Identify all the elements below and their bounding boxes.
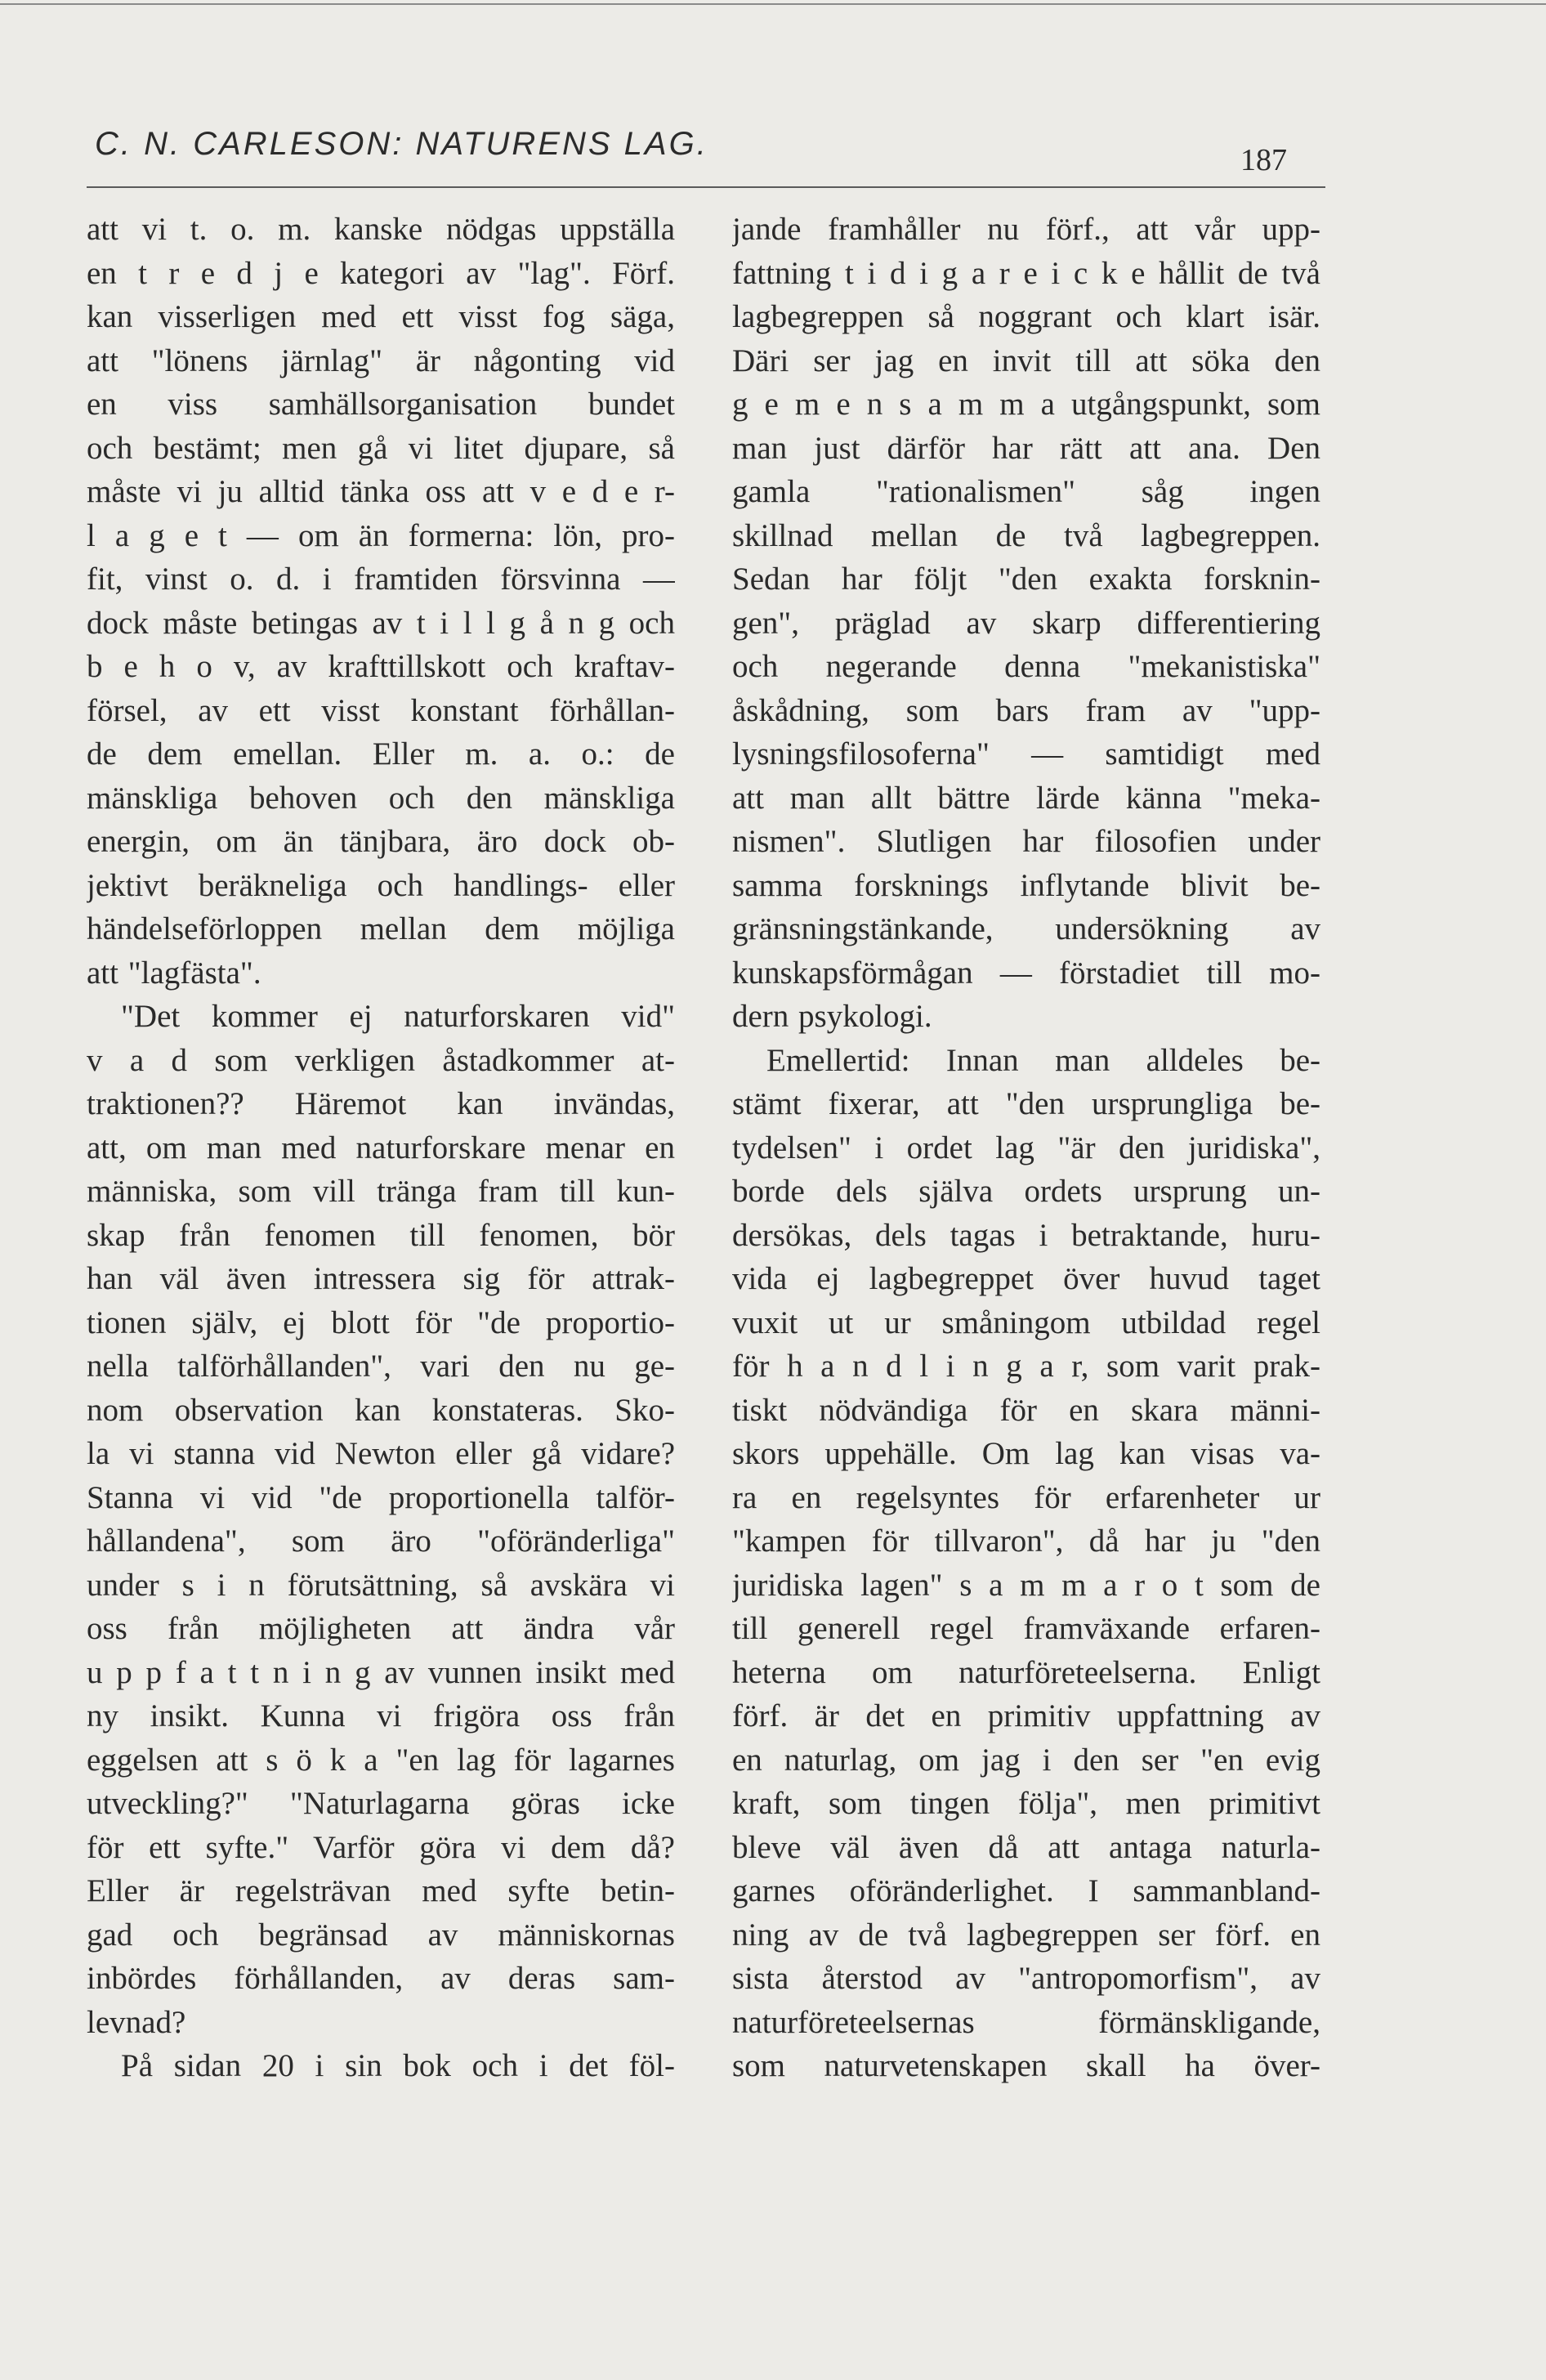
text-line: nismen". Slutligen har filosofien under xyxy=(732,824,1320,859)
text-line: för ett syfte." Varför göra vi dem då? xyxy=(87,1829,675,1865)
text-line: de dem emellan. Eller m. a. o.: de xyxy=(87,736,675,772)
text-line: lagbegreppen så noggrant och klart isär. xyxy=(732,299,1320,334)
text-line: garnes oföränderlighet. I sammanbland- xyxy=(732,1873,1320,1908)
text-line: heterna om naturföreteelserna. Enligt xyxy=(732,1654,1320,1690)
text-line: till generell regel framväxande erfaren- xyxy=(732,1611,1320,1646)
text-line: och bestämt; men gå vi litet djupare, så xyxy=(87,430,675,466)
text-line: g e m e n s a m m a utgångspunkt, som xyxy=(732,387,1320,422)
text-line: gen", präglad av skarp differentiering xyxy=(732,605,1320,641)
text-line: jande framhåller nu förf., att vår upp- xyxy=(732,212,1320,247)
text-line: eggelsen att s ö k a "en lag för lagarnes xyxy=(87,1742,675,1778)
text-line: gamla "rationalismen" såg ingen xyxy=(732,474,1320,509)
text-line: man just därför har rätt att ana. Den xyxy=(732,430,1320,466)
text-line: hållandena", som äro "oföränderliga" xyxy=(87,1523,675,1559)
top-edge-rule xyxy=(0,3,1546,5)
text-line: tiskt nödvändiga för en skara männi- xyxy=(732,1392,1320,1428)
text-line: tionen själv, ej blott för "de proportio- xyxy=(87,1304,675,1340)
text-line: han väl även intressera sig för attrak- xyxy=(87,1261,675,1296)
text-line: skap från fenomen till fenomen, bör xyxy=(87,1217,675,1253)
text-line: som naturvetenskapen skall ha över- xyxy=(732,2048,1320,2083)
text-line: tydelsen" i ordet lag "är den juridiska", xyxy=(732,1130,1320,1165)
text-line: oss från möjligheten att ändra vår xyxy=(87,1611,675,1646)
text-line: Emellertid: Innan man alldeles be- xyxy=(766,1042,1320,1078)
text-line: b e h o v, av krafttillskott och kraftav- xyxy=(87,649,675,684)
text-line: ra en regelsyntes för erfarenheter ur xyxy=(732,1479,1320,1515)
text-line: under s i n förutsättning, så avskära vi xyxy=(87,1567,675,1603)
text-line: bleve väl även då att antaga naturla- xyxy=(732,1829,1320,1865)
text-line: kunskapsförmågan — förstadiet till mo- xyxy=(732,955,1320,991)
right-column xyxy=(732,208,1320,2088)
text-line: att "lagfästa". xyxy=(87,955,261,991)
left-column xyxy=(87,208,675,2088)
text-line: traktionen?? Häremot kan invändas, xyxy=(87,1086,675,1121)
text-line: dersökas, dels tagas i betraktande, huru- xyxy=(732,1217,1320,1253)
text-line: lysningsfilosoferna" — samtidigt med xyxy=(732,736,1320,772)
text-line: Eller är regelsträvan med syfte betin- xyxy=(87,1873,675,1908)
text-line: kraft, som tingen följa", men primitivt xyxy=(732,1786,1320,1821)
text-line: att man allt bättre lärde känna "meka- xyxy=(732,780,1320,816)
text-line: människa, som vill tränga fram till kun- xyxy=(87,1174,675,1209)
text-line: nom observation kan konstateras. Sko- xyxy=(87,1392,675,1428)
text-line: och negerande denna "mekanistiska" xyxy=(732,649,1320,684)
text-line: vuxit ut ur småningom utbildad regel xyxy=(732,1304,1320,1340)
text-line: naturföreteelsernas förmänskligande, xyxy=(732,2004,1320,2040)
text-line: måste vi ju alltid tänka oss att v e d e r- xyxy=(87,474,675,509)
text-line: stämt fixerar, att "den ursprungliga be- xyxy=(732,1086,1320,1121)
text-line: levnad? xyxy=(87,2004,186,2040)
text-line: skors uppehälle. Om lag kan visas va- xyxy=(732,1436,1320,1471)
text-line: nella talförhållanden", vari den nu ge- xyxy=(87,1349,675,1384)
text-line: Däri ser jag en invit till att söka den xyxy=(732,342,1320,378)
text-line: en naturlag, om jag i den ser "en evig xyxy=(732,1742,1320,1778)
running-head: C. N. CARLESON: NATURENS LAG. xyxy=(95,126,708,162)
text-line: en t r e d j e kategori av "lag". Förf. xyxy=(87,255,675,291)
text-line: dock måste betingas av t i l l g å n g och xyxy=(87,605,675,641)
header-rule xyxy=(87,186,1325,188)
text-line: försel, av ett visst konstant förhållan- xyxy=(87,692,675,728)
text-line: för h a n d l i n g a r, som varit prak- xyxy=(732,1349,1320,1384)
text-line: skillnad mellan de två lagbegreppen. xyxy=(732,517,1320,553)
text-line: l a g e t — om än formerna: lön, pro- xyxy=(87,517,675,553)
text-line: jektivt beräkneliga och handlings- eller xyxy=(87,867,675,903)
text-line: gränsningstänkande, undersökning av xyxy=(732,911,1320,946)
text-line: Stanna vi vid "de proportionella talför- xyxy=(87,1479,675,1515)
text-line: la vi stanna vid Newton eller gå vidare? xyxy=(87,1436,675,1471)
text-line: juridiska lagen" s a m m a r o t som de xyxy=(732,1567,1320,1603)
text-line: dern psykologi. xyxy=(732,999,932,1034)
text-line: energin, om än tänjbara, äro dock ob- xyxy=(87,824,675,859)
text-line: "Det kommer ej naturforskaren vid" xyxy=(121,999,675,1034)
text-line: en viss samhällsorganisation bundet xyxy=(87,387,675,422)
text-line: att vi t. o. m. kanske nödgas uppställa xyxy=(87,212,675,247)
text-line: vida ej lagbegreppet över huvud taget xyxy=(732,1261,1320,1296)
text-line: händelseförloppen mellan dem möjliga xyxy=(87,911,675,946)
text-line: borde dels själva ordets ursprung un- xyxy=(732,1174,1320,1209)
text-line: fattning t i d i g a r e i c k e hållit de två xyxy=(732,255,1320,291)
text-line: kan visserligen med ett visst fog säga, xyxy=(87,299,675,334)
text-line: sista återstod av "antropomorfism", av xyxy=(732,1961,1320,1996)
text-line: Sedan har följt "den exakta forsknin- xyxy=(732,561,1320,597)
text-line: förf. är det en primitiv uppfattning av xyxy=(732,1698,1320,1734)
text-line: u p p f a t t n i n g av vunnen insikt med xyxy=(87,1654,675,1690)
text-line: "kampen för tillvaron", då har ju "den xyxy=(732,1523,1320,1559)
text-line: att "lönens järnlag" är någonting vid xyxy=(87,342,675,378)
text-line: ny insikt. Kunna vi frigöra oss från xyxy=(87,1698,675,1734)
text-line: ning av de två lagbegreppen ser förf. en xyxy=(732,1917,1320,1953)
text-line: gad och begränsad av människornas xyxy=(87,1917,675,1953)
text-line: v a d som verkligen åstadkommer at- xyxy=(87,1042,675,1078)
text-line: fit, vinst o. d. i framtiden försvinna — xyxy=(87,561,675,597)
text-line: att, om man med naturforskare menar en xyxy=(87,1130,675,1165)
text-line: samma forsknings inflytande blivit be- xyxy=(732,867,1320,903)
text-line: åskådning, som bars fram av "upp- xyxy=(732,692,1320,728)
text-line: mänskliga behoven och den mänskliga xyxy=(87,780,675,816)
text-line: utveckling?" "Naturlagarna göras icke xyxy=(87,1786,675,1821)
text-line: På sidan 20 i sin bok och i det föl- xyxy=(121,2048,675,2083)
page-number: 187 xyxy=(1240,143,1287,177)
text-line: inbördes förhållanden, av deras sam- xyxy=(87,1961,675,1996)
